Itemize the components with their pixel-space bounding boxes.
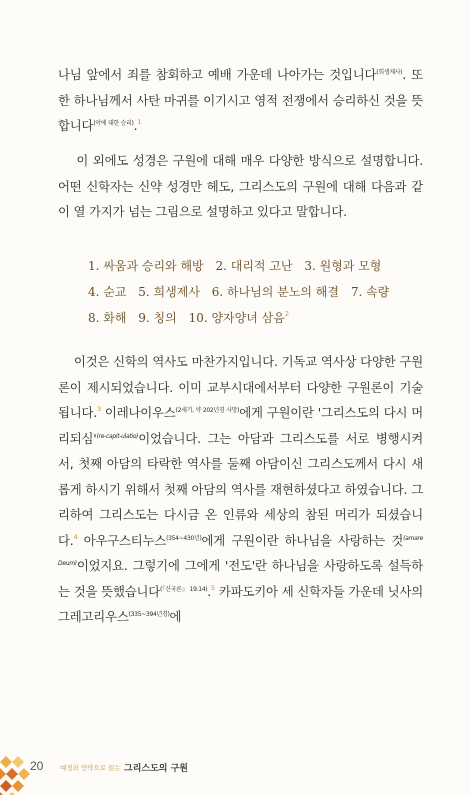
list-item: 6. 하나님의 분노의 해결 [211,285,339,299]
para3-tail: 에 [169,609,182,624]
list-item: 5. 희생제사 [138,285,200,299]
page-footer [0,750,470,795]
running-head-subtitle: 예정과 언약으로 읽는 [60,764,121,772]
list-item: 9. 칭의 [138,311,177,325]
para1-note-victory: (악에 대한 승리) [93,120,134,127]
list-item: 10. 양자양녀 삼음 [188,311,285,325]
para3-sentence-1: 이것은 신학의 역사도 마찬가지입니다. 기독교 역사상 다양한 구원론이 제시되었습니다. 이미 교부시대에서부터 다양한 구원론이 기술됩니다. [58,354,423,420]
para3-evangelism: 이었지요. 그렇기에 그에게 '전도'란 하나님을 사랑하도록 설득하는 것을 뜻했습니다 [58,558,423,599]
para3-recapitulation: 에게 구원이란 '그리스도의 다시 머리되심' [58,405,423,446]
note-augustine-dates: (354~430년) [166,534,202,542]
footnote-mark-4: 4 [73,532,78,541]
list-item: 8. 화해 [88,311,127,325]
para1-note-sacrifice: (희생제사) [376,69,403,76]
page-number: 20 [30,759,44,773]
para1-line2-text: 또한 하나님께서 사탄 마귀를 이기시고 영적 전쟁에서 승리하신 [58,67,423,108]
para3-augustine: 아우구스티누스 [77,532,167,548]
para1-line1-text: 나님 앞에서 죄를 참회하고 예배 가운데 나아가는 것입니다 [58,67,377,82]
para3-gregory: 카파도키아 세 신학자들 가운데 닛사의 그레고리우스 [58,583,423,624]
list-item: 1. 싸움과 승리와 해방 [88,259,204,273]
list-row-2 [88,279,428,305]
list-item: 3. 원형과 모형 [304,259,382,273]
footnote-mark-3: 3 [97,405,101,413]
salvation-pictures-list [88,253,428,331]
paragraph-history-of-theology: 이것은 신학의 역사도 마찬가지입니다. 기독교 역사상 다양한 구원론이 제시되었습니다. 이미 교부시대에서부터 다양한 구원론이 기술됩니다.$^3$ 이레나이우스$^{(2세기, 약 202년경 사망)}$에게 구원이란 '그리스도의 다시 머리되심'$^{(re-capit-ulatio)}$이었습니다. 그는 아담과 그리스도를 서로 병행시켜서, 첫째 아담의 타락한 역사를 둘째 아담이신 그리스도께서 다시 새롭게 하시기 위해서 첫째 아담의 역사를 재현하셨다고 하였습니다. 그리하여 그리스도는 다시금 온 인류와 세상의 참된 머리가 되셨습니다.$^4$ 아우구스티누스$^{(354\sim 430년)}$에게 구원이란 하나님을 사랑하는 것$^{(amare Deum)}$이었지요. 그렇기에 그에게 '전도'란 하나님을 사랑하도록 설득하는 것을 뜻했습니다$^{(『신국론』 19.14)}$.$^5$ 카파도키아 세 신학자들 가운데 닛사의 그레고리우스$^{(335\sim 394년경)}$에 [58,354,424,624]
para3-loving-god: 에게 구원이란 하나님을 사랑하는 것 [201,532,404,548]
note-gregory-dates: (335~394년경) [128,611,170,618]
note-city-of-god: (『신국론』 19.14) [160,585,208,593]
note-amare-deum: (amare Deum) [58,534,424,567]
note-recapitulatio: (re-capit-ulatio) [96,432,139,440]
para1-line3-text: 것을 뜻합니다 [58,92,424,133]
footnote-mark-2: 2 [284,310,289,318]
para3-irenaeus: 이레나이우스 [100,405,176,420]
paragraph-continuation: 나님 앞에서 죄를 참회하고 예배 가운데 나아가는 것입니다$^{(희생제사)}$. 또한 하나님께서 사탄 마귀를 이기시고 영적 전쟁에서 승리하신 것을 뜻합니다$^{(악에 대한 승리)}$.$^1$ [58,67,424,133]
footnote-mark-1: 1 [137,118,142,126]
paragraph-pictures-of-salvation [58,148,423,225]
list-item: 7. 속량 [350,285,390,299]
list-row-1 [88,253,428,279]
list-item: 2. 대리적 고난 [215,259,293,273]
note-irenaeus-dates: (2세기, 약 202년경 사망) [175,407,240,414]
list-row-3 [88,305,428,331]
para2-text: 이 외에도 성경은 구원에 대해 매우 다양한 방식으로 설명합니다. 어떤 신학자는 신약 성경만 헤도, 그리스도의 구원에 대해 다음과 같이 열 가지가 넘는 그림으로 설명하고 있다고 말합니다. [58,153,423,219]
footnote-mark-5: 5 [211,583,215,592]
list-item: 4. 순교 [88,285,127,299]
running-head-title: 그리스도의 구원 [124,764,188,774]
diamond-pattern-icon [0,750,30,795]
para3-adam-christ: 이었습니다. 그는 아담과 그리스도를 서로 병행시켜서, 첫째 아담의 타락한 역사를 둘째 아담이신 그리스도께서 다시 새롭게 하시기 위해서 첫째 아담의 역사를 재현하셨다고 하였습니다. 그리하여 그리스도는 다시금 온 인류와 세상의 참된 머리가 되셨습니다. [58,430,423,548]
